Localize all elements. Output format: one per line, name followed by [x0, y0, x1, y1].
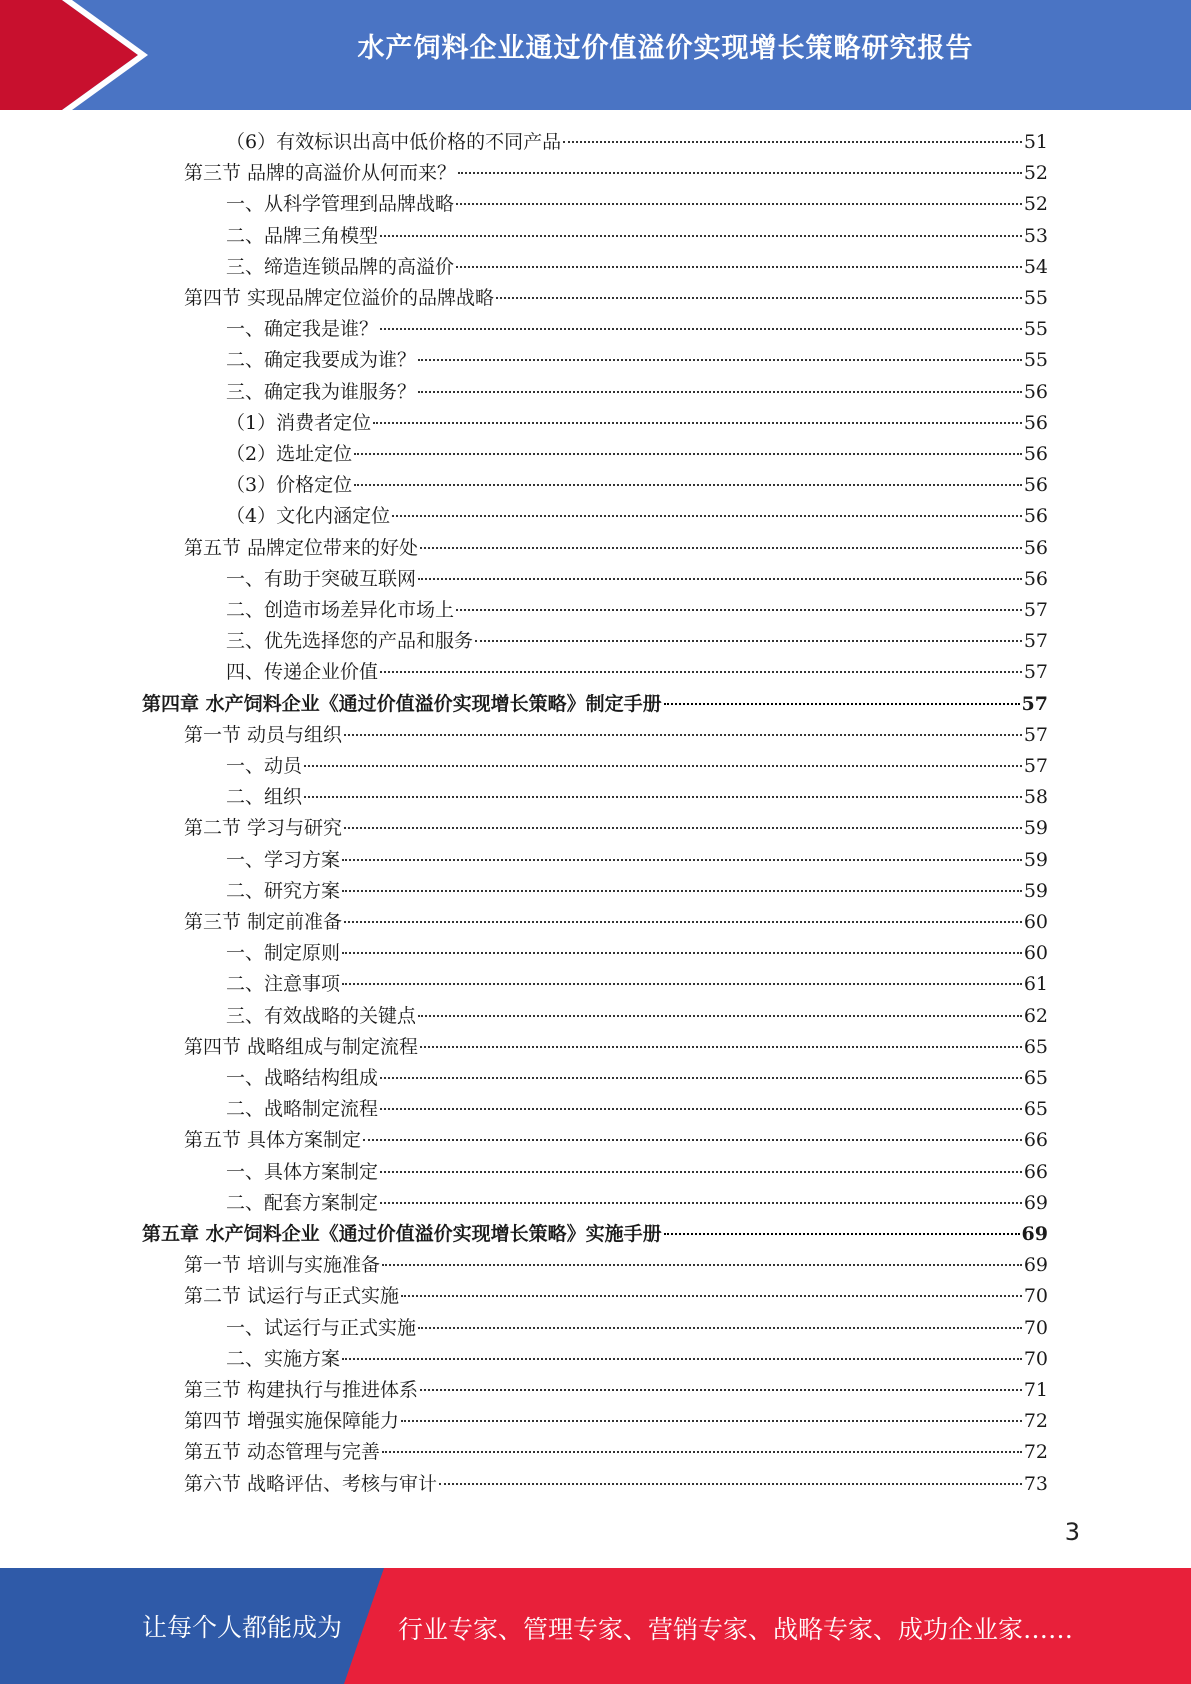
toc-entry-chapter[interactable] [142, 1219, 1048, 1250]
toc-dot-leader [382, 1451, 1022, 1453]
toc-entry-page: 65 [1023, 1035, 1048, 1058]
toc-dot-leader [418, 578, 1022, 580]
toc-entry-page: 73 [1023, 1472, 1048, 1495]
toc-entry-item[interactable] [226, 1001, 1048, 1032]
toc-entry-label: 一、动员 [226, 755, 303, 777]
toc-entry-section[interactable] [184, 1281, 1048, 1312]
toc-entry-page: 55 [1023, 287, 1048, 309]
toc-dot-leader [342, 952, 1022, 954]
toc-entry-section[interactable] [184, 1469, 1048, 1500]
toc-entry-label: （4）文化内涵定位 [226, 505, 391, 528]
toc-entry-section[interactable] [184, 533, 1048, 564]
page-number: 3 [1064, 1518, 1080, 1546]
toc-entry-label: 第三节 制定前准备 [184, 911, 343, 933]
toc-entry-item[interactable] [226, 595, 1048, 626]
toc-entry-label: 第五节 具体方案制定 [184, 1129, 362, 1152]
toc-entry-page: 72 [1023, 1441, 1048, 1464]
toc-dot-leader [380, 235, 1022, 237]
toc-entry-label: 一、从科学管理到品牌战略 [226, 193, 455, 216]
toc-entry-page: 56 [1023, 474, 1048, 497]
toc-entry-section[interactable] [184, 1250, 1048, 1281]
toc-entry-item[interactable] [226, 1313, 1048, 1344]
toc-entry-item[interactable] [226, 564, 1048, 595]
toc-entry-section[interactable] [184, 1032, 1048, 1063]
toc-entry-section[interactable] [184, 1406, 1048, 1437]
toc-entry-page: 58 [1023, 786, 1048, 809]
toc-entry-page: 57 [1021, 692, 1048, 715]
toc-dot-leader [418, 391, 1022, 393]
toc-entry-label: 二、组织 [226, 786, 303, 809]
toc-entry-label: 三、缔造连锁品牌的高溢价 [226, 255, 455, 278]
toc-entry-page: 69 [1023, 1254, 1048, 1277]
toc-entry-label: 二、创造市场差异化市场上 [226, 599, 455, 621]
toc-dot-leader [401, 1420, 1022, 1422]
toc-entry-page: 52 [1023, 193, 1048, 216]
toc-entry-label: （2）选址定位 [226, 443, 353, 465]
page-header [0, 0, 1191, 110]
toc-dot-leader [304, 765, 1022, 767]
toc-dot-leader [380, 1171, 1022, 1173]
toc-entry-label: 第五节 品牌定位带来的好处 [184, 536, 419, 559]
header-arrow-icon [0, 0, 160, 110]
toc-entry-item[interactable] [226, 221, 1048, 252]
toc-entry-item[interactable] [226, 969, 1048, 1000]
toc-dot-leader [380, 328, 1022, 330]
toc-entry-label: 第五节 动态管理与完善 [184, 1441, 381, 1464]
toc-entry-sub[interactable] [226, 408, 1048, 439]
toc-entry-item[interactable] [226, 845, 1048, 876]
toc-entry-page: 52 [1023, 162, 1048, 185]
toc-entry-section[interactable] [184, 720, 1048, 751]
toc-entry-page: 71 [1023, 1379, 1048, 1401]
toc-entry-item[interactable] [226, 189, 1048, 220]
toc-entry-label: 四、传递企业价值 [226, 661, 379, 684]
toc-dot-leader [664, 1233, 1020, 1235]
toc-dot-leader [456, 203, 1022, 205]
toc-entry-section[interactable] [184, 907, 1048, 938]
toc-entry-label: （3）价格定位 [226, 474, 353, 497]
toc-entry-page: 59 [1023, 817, 1048, 840]
toc-dot-leader [380, 1202, 1022, 1204]
toc-dot-leader [456, 609, 1022, 611]
toc-entry-sub[interactable] [226, 501, 1048, 532]
toc-entry-label: 第一节 培训与实施准备 [184, 1254, 381, 1277]
toc-dot-leader [439, 1483, 1022, 1485]
toc-dot-leader [664, 703, 1020, 705]
toc-dot-leader [420, 1046, 1022, 1048]
toc-entry-label: 第四章 水产饲料企业《通过价值溢价实现增长策略》制定手册 [142, 692, 662, 715]
toc-entry-page: 59 [1023, 879, 1048, 902]
toc-dot-leader [342, 983, 1022, 985]
toc-entry-page: 51 [1023, 131, 1048, 153]
toc-entry-label: 二、研究方案 [226, 879, 341, 902]
toc-entry-page: 69 [1021, 1223, 1048, 1245]
toc-entry-sub[interactable] [226, 439, 1048, 470]
toc-entry-label: 第三节 构建执行与推进体系 [184, 1379, 419, 1401]
toc-entry-label: 一、战略结构组成 [226, 1067, 379, 1089]
toc-dot-leader [401, 1295, 1022, 1297]
toc-entry-page: 70 [1023, 1285, 1048, 1308]
toc-entry-label: 一、制定原则 [226, 942, 341, 965]
toc-entry-page: 57 [1023, 630, 1048, 653]
toc-entry-label: 第二节 试运行与正式实施 [184, 1285, 400, 1308]
toc-entry-label: 第四节 实现品牌定位溢价的品牌战略 [184, 287, 495, 309]
toc-entry-page: 57 [1023, 661, 1048, 684]
toc-entry-item[interactable] [226, 377, 1048, 408]
toc-dot-leader [456, 266, 1022, 268]
toc-dot-leader [344, 734, 1022, 736]
toc-dot-leader [418, 1327, 1022, 1329]
toc-dot-leader [304, 796, 1022, 798]
toc-entry-label: （1）消费者定位 [226, 411, 372, 434]
toc-dot-leader [420, 547, 1022, 549]
toc-entry-page: 55 [1023, 349, 1048, 372]
toc-entry-page: 57 [1023, 599, 1048, 621]
toc-dot-leader [344, 921, 1022, 923]
toc-entry-label: 第一节 动员与组织 [184, 723, 343, 746]
toc-entry-label: 一、有助于突破互联网 [226, 567, 417, 590]
toc-entry-page: 55 [1023, 318, 1048, 341]
toc-entry-page: 59 [1023, 848, 1048, 871]
toc-entry-item[interactable] [226, 1157, 1048, 1188]
toc-dot-leader [418, 359, 1022, 361]
toc-entry-page: 56 [1023, 380, 1048, 403]
toc-entry-page: 56 [1023, 536, 1048, 559]
toc-entry-item[interactable] [226, 1188, 1048, 1219]
toc-entry-page: 54 [1023, 255, 1048, 278]
toc-entry-item[interactable] [226, 1094, 1048, 1125]
toc-entry-page: 65 [1023, 1067, 1048, 1089]
toc-entry-item[interactable] [226, 1063, 1048, 1094]
toc-entry-label: 二、注意事项 [226, 973, 341, 996]
toc-entry-item[interactable] [226, 876, 1048, 907]
toc-entry-section[interactable] [184, 1125, 1048, 1156]
toc-dot-leader [380, 671, 1022, 673]
toc-entry-page: 65 [1023, 1098, 1048, 1121]
toc-entry-label: 三、有效战略的关键点 [226, 1004, 417, 1027]
toc-entry-label: 三、确定我为谁服务？ [226, 380, 417, 403]
toc-entry-label: 第二节 学习与研究 [184, 817, 343, 840]
toc-entry-label: 二、确定我要成为谁？ [226, 349, 417, 372]
toc-dot-leader [475, 640, 1022, 642]
toc-entry-label: 第三节 品牌的高溢价从何而来？ [184, 162, 457, 185]
page-footer [0, 1568, 1191, 1684]
toc-entry-item[interactable] [226, 314, 1048, 345]
toc-entry-section[interactable] [184, 283, 1048, 314]
toc-entry-page: 56 [1023, 505, 1048, 528]
report-title: 水产饲料企业通过价值溢价实现增长策略研究报告 [357, 33, 974, 64]
toc-entry-page: 60 [1023, 942, 1048, 965]
toc-entry-sub[interactable] [226, 127, 1048, 158]
toc-dot-leader [563, 141, 1022, 143]
toc-entry-sub[interactable] [226, 470, 1048, 501]
toc-entry-page: 66 [1023, 1160, 1048, 1183]
toc-entry-label: 一、确定我是谁？ [226, 318, 379, 341]
toc-entry-page: 72 [1023, 1410, 1048, 1433]
toc-entry-page: 70 [1023, 1316, 1048, 1339]
toc-entry-page: 69 [1023, 1191, 1048, 1214]
toc-dot-leader [373, 422, 1022, 424]
toc-entry-label: 第四节 增强实施保障能力 [184, 1410, 400, 1433]
toc-dot-leader [496, 297, 1022, 299]
toc-dot-leader [418, 1015, 1022, 1017]
toc-entry-page: 56 [1023, 411, 1048, 434]
footer-slogan-left: 让每个人都能成为 [142, 1613, 343, 1642]
toc-entry-label: 第四节 战略组成与制定流程 [184, 1035, 419, 1058]
toc-entry-page: 66 [1023, 1129, 1048, 1152]
toc-entry-label: 第五章 水产饲料企业《通过价值溢价实现增长策略》实施手册 [142, 1223, 662, 1245]
toc-entry-item[interactable] [226, 345, 1048, 376]
toc-entry-item[interactable] [226, 1344, 1048, 1375]
toc-entry-section[interactable] [184, 158, 1048, 189]
toc-dot-leader [380, 1077, 1022, 1079]
toc-entry-item[interactable] [226, 751, 1048, 782]
toc-entry-item[interactable] [226, 657, 1048, 688]
toc-dot-leader [342, 890, 1022, 892]
toc-entry-item[interactable] [226, 626, 1048, 657]
toc-entry-page: 60 [1023, 911, 1048, 933]
toc-entry-page: 57 [1023, 723, 1048, 746]
toc-entry-label: 一、学习方案 [226, 848, 341, 871]
toc-entry-section[interactable] [184, 1375, 1048, 1406]
toc-entry-label: 二、战略制定流程 [226, 1098, 379, 1121]
toc-entry-chapter[interactable] [142, 689, 1048, 720]
toc-entry-section[interactable] [184, 1437, 1048, 1468]
toc-entry-item[interactable] [226, 252, 1048, 283]
toc-entry-page: 53 [1023, 224, 1048, 247]
toc-entry-page: 61 [1023, 973, 1048, 996]
toc-entry-page: 62 [1023, 1004, 1048, 1027]
toc-dot-leader [342, 859, 1022, 861]
footer-slogan-right: 行业专家、管理专家、营销专家、战略专家、成功企业家…… [398, 1615, 1074, 1644]
toc-entry-label: 一、试运行与正式实施 [226, 1316, 417, 1339]
toc-dot-leader [354, 453, 1022, 455]
toc-entry-label: 二、实施方案 [226, 1347, 341, 1370]
toc-entry-item[interactable] [226, 782, 1048, 813]
toc-entry-page: 56 [1023, 567, 1048, 590]
toc-entry-label: （6）有效标识出高中低价格的不同产品 [226, 131, 562, 153]
toc-entry-label: 三、优先选择您的产品和服务 [226, 630, 474, 653]
toc-dot-leader [382, 1264, 1022, 1266]
toc-dot-leader [342, 1358, 1022, 1360]
toc-dot-leader [344, 827, 1022, 829]
toc-dot-leader [363, 1139, 1022, 1141]
toc-entry-page: 57 [1023, 755, 1048, 777]
toc-entry-label: 二、配套方案制定 [226, 1191, 379, 1214]
toc-dot-leader [458, 172, 1022, 174]
toc-entry-label: 一、具体方案制定 [226, 1160, 379, 1183]
toc-dot-leader [380, 1108, 1022, 1110]
toc-dot-leader [420, 1389, 1022, 1391]
toc-entry-page: 56 [1023, 443, 1048, 465]
toc-dot-leader [354, 484, 1022, 486]
toc-entry-section[interactable] [184, 813, 1048, 844]
toc-entry-item[interactable] [226, 938, 1048, 969]
toc-entry-label: 二、品牌三角模型 [226, 224, 379, 247]
toc-entry-page: 70 [1023, 1347, 1048, 1370]
toc-entry-label: 第六节 战略评估、考核与审计 [184, 1472, 438, 1495]
toc-dot-leader [392, 515, 1022, 517]
